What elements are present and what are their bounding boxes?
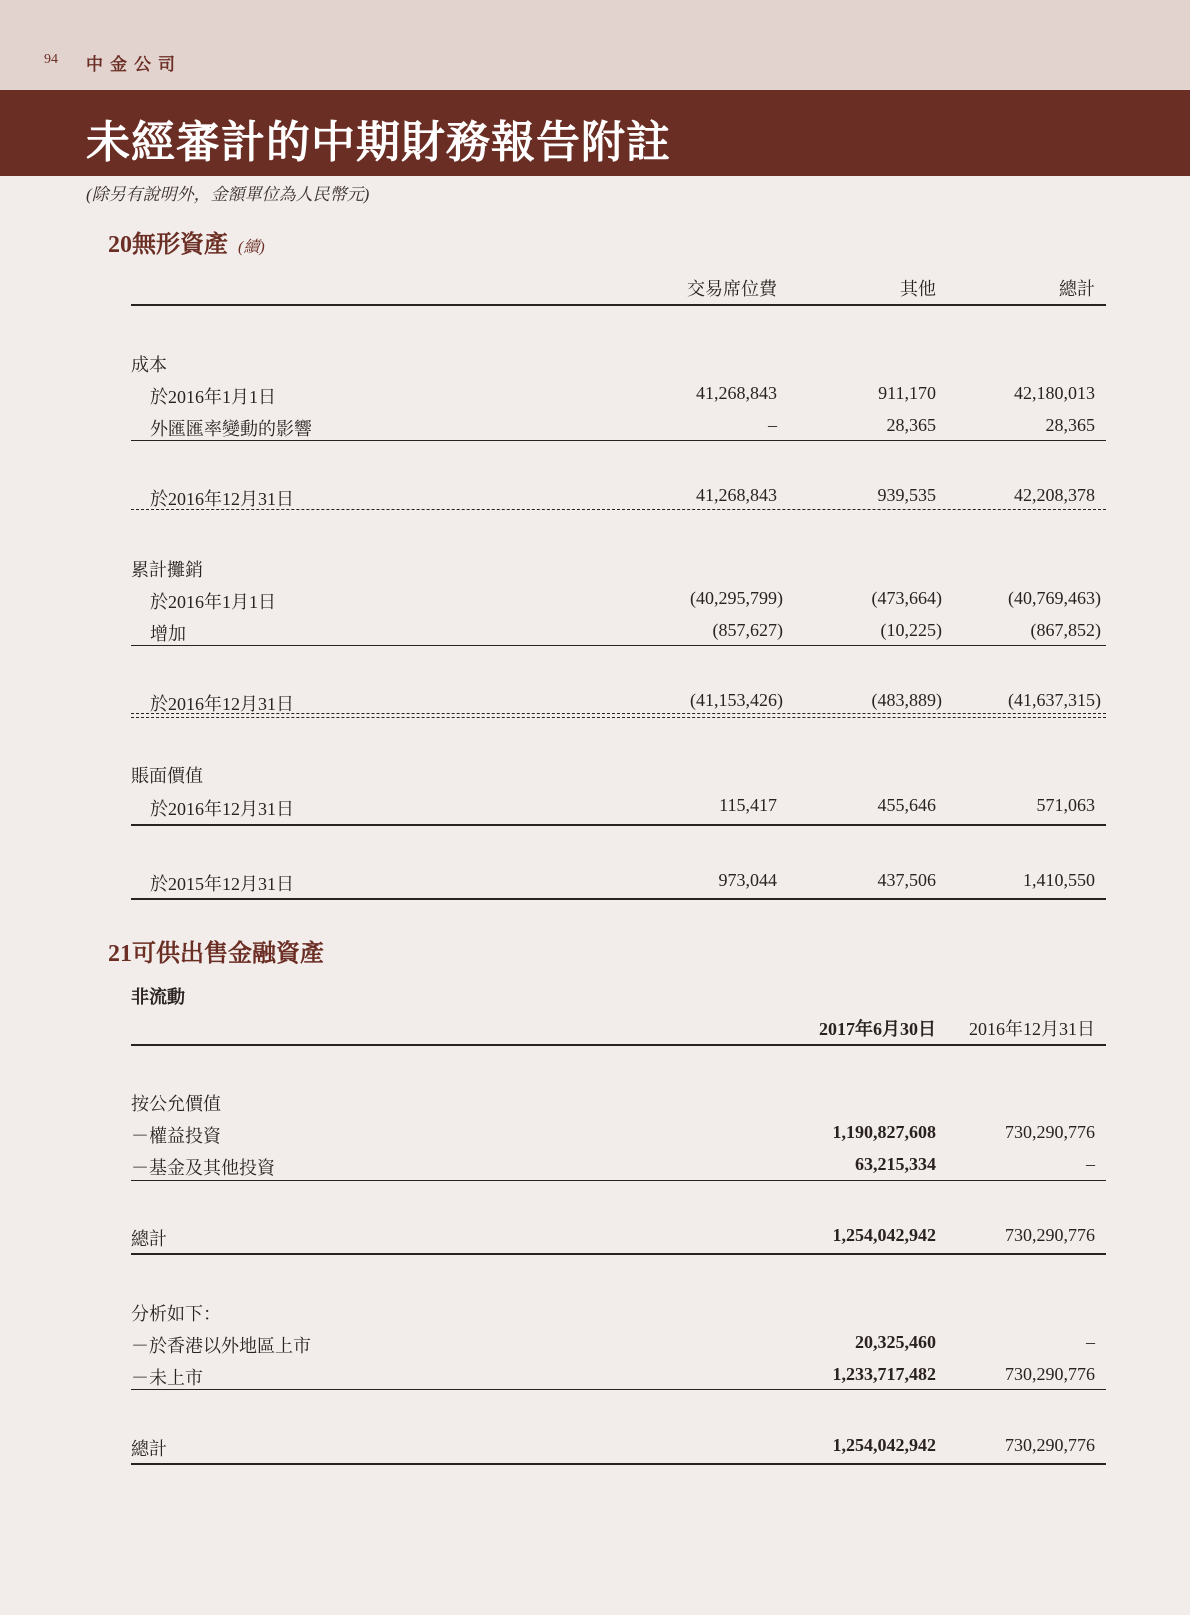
- table-cell: 730,290,776: [1005, 1364, 1095, 1384]
- subtotal-rule: [131, 440, 1106, 441]
- dashed-rule: [131, 717, 1106, 718]
- table-cell: 1,410,550: [1023, 870, 1095, 890]
- table-cell: 730,290,776: [1005, 1435, 1095, 1455]
- table-cell: (857,627): [712, 620, 783, 640]
- row-label: －基金及其他投資: [131, 1158, 275, 1178]
- header-rule: [131, 1044, 1106, 1046]
- total-rule: [131, 824, 1106, 826]
- row-label: －權益投資: [131, 1126, 221, 1146]
- row-label: 按公允價值: [131, 1094, 221, 1114]
- row-label: 於2016年1月1日: [150, 592, 276, 612]
- currency-note: (除另有說明外，金額單位為人民幣元): [86, 185, 370, 204]
- column-header-others: 其他: [900, 279, 936, 299]
- column-header-2016: 2016年12月31日: [969, 1019, 1095, 1039]
- table-cell: (10,225): [880, 620, 942, 640]
- column-header-trading-seats: 交易席位費: [687, 279, 777, 299]
- row-label: 分析如下：: [131, 1304, 221, 1324]
- table-cell: 730,290,776: [1005, 1225, 1095, 1245]
- section-20-heading: [84, 224, 265, 259]
- table-cell: 973,044: [718, 870, 777, 890]
- dashed-rule: [131, 713, 1106, 714]
- subheading-non-current: 非流動: [131, 987, 185, 1007]
- row-label: 外匯匯率變動的影響: [150, 419, 312, 439]
- page-number: 94: [44, 52, 58, 67]
- section-number: 20: [108, 232, 132, 258]
- row-label: 於2016年12月31日: [150, 694, 294, 714]
- table-cell: 42,208,378: [1014, 485, 1095, 505]
- section-title: 可供出售金融資產: [132, 941, 324, 967]
- table-cell: 1,190,827,608: [832, 1122, 936, 1142]
- table-cell: 1,254,042,942: [832, 1435, 936, 1455]
- subtotal-rule: [131, 645, 1106, 646]
- table-cell: 20,325,460: [855, 1332, 936, 1352]
- row-label: 於2016年12月31日: [150, 799, 294, 819]
- table-cell: 911,170: [878, 383, 936, 403]
- table-cell: 28,365: [886, 415, 936, 435]
- row-label: －未上市: [131, 1368, 203, 1388]
- table-cell: 437,506: [877, 870, 936, 890]
- total-rule: [131, 898, 1106, 900]
- table-cell: –: [1086, 1154, 1095, 1174]
- table-cell: 571,063: [1036, 795, 1095, 815]
- total-rule: [131, 1253, 1106, 1255]
- title-bar: [0, 90, 1190, 176]
- table-cell: 1,233,717,482: [832, 1364, 936, 1384]
- subtotal-rule: [131, 1180, 1106, 1181]
- table-cell: 28,365: [1045, 415, 1095, 435]
- table-cell: 63,215,334: [855, 1154, 936, 1174]
- row-label: －於香港以外地區上市: [131, 1336, 311, 1356]
- table-cell: 730,290,776: [1005, 1122, 1095, 1142]
- row-label: 總計: [131, 1229, 167, 1249]
- row-label: 於2016年12月31日: [150, 489, 294, 509]
- table-cell: (483,889): [871, 690, 942, 710]
- table-cell: 1,254,042,942: [832, 1225, 936, 1245]
- table-cell: 115,417: [719, 795, 777, 815]
- table-cell: (473,664): [871, 588, 942, 608]
- table-cell: 41,268,843: [696, 383, 777, 403]
- row-label: 成本: [131, 355, 167, 375]
- row-label: 總計: [131, 1439, 167, 1459]
- row-label: 賬面價值: [131, 766, 203, 786]
- continued-note: (續): [238, 239, 265, 256]
- table-cell: (41,153,426): [690, 690, 783, 710]
- table-cell: 455,646: [877, 795, 936, 815]
- table-cell: (41,637,315): [1008, 690, 1101, 710]
- page-title: 未經審計的中期財務報告附註: [86, 118, 671, 167]
- section-number: 21: [108, 941, 132, 967]
- header-rule: [131, 304, 1106, 306]
- section-21-heading: [84, 933, 324, 968]
- table-cell: 41,268,843: [696, 485, 777, 505]
- section-title: 無形資產: [132, 232, 228, 258]
- column-header-2017: 2017年6月30日: [819, 1019, 936, 1039]
- table-cell: (40,295,799): [690, 588, 783, 608]
- subtotal-rule: [131, 1389, 1106, 1390]
- table-cell: –: [768, 415, 777, 435]
- row-label: 於2016年1月1日: [150, 387, 276, 407]
- table-cell: 42,180,013: [1014, 383, 1095, 403]
- table-cell: 939,535: [877, 485, 936, 505]
- table-cell: –: [1086, 1332, 1095, 1352]
- row-label: 於2015年12月31日: [150, 874, 294, 894]
- total-rule: [131, 1463, 1106, 1465]
- table-cell: (40,769,463): [1008, 588, 1101, 608]
- row-label: 累計攤銷: [131, 560, 203, 580]
- table-cell: (867,852): [1030, 620, 1101, 640]
- header-band: [0, 0, 1190, 90]
- row-label: 增加: [150, 624, 186, 644]
- dashed-rule: [131, 509, 1106, 510]
- column-header-total: 總計: [1059, 279, 1095, 299]
- company-name: 中金公司: [86, 55, 182, 74]
